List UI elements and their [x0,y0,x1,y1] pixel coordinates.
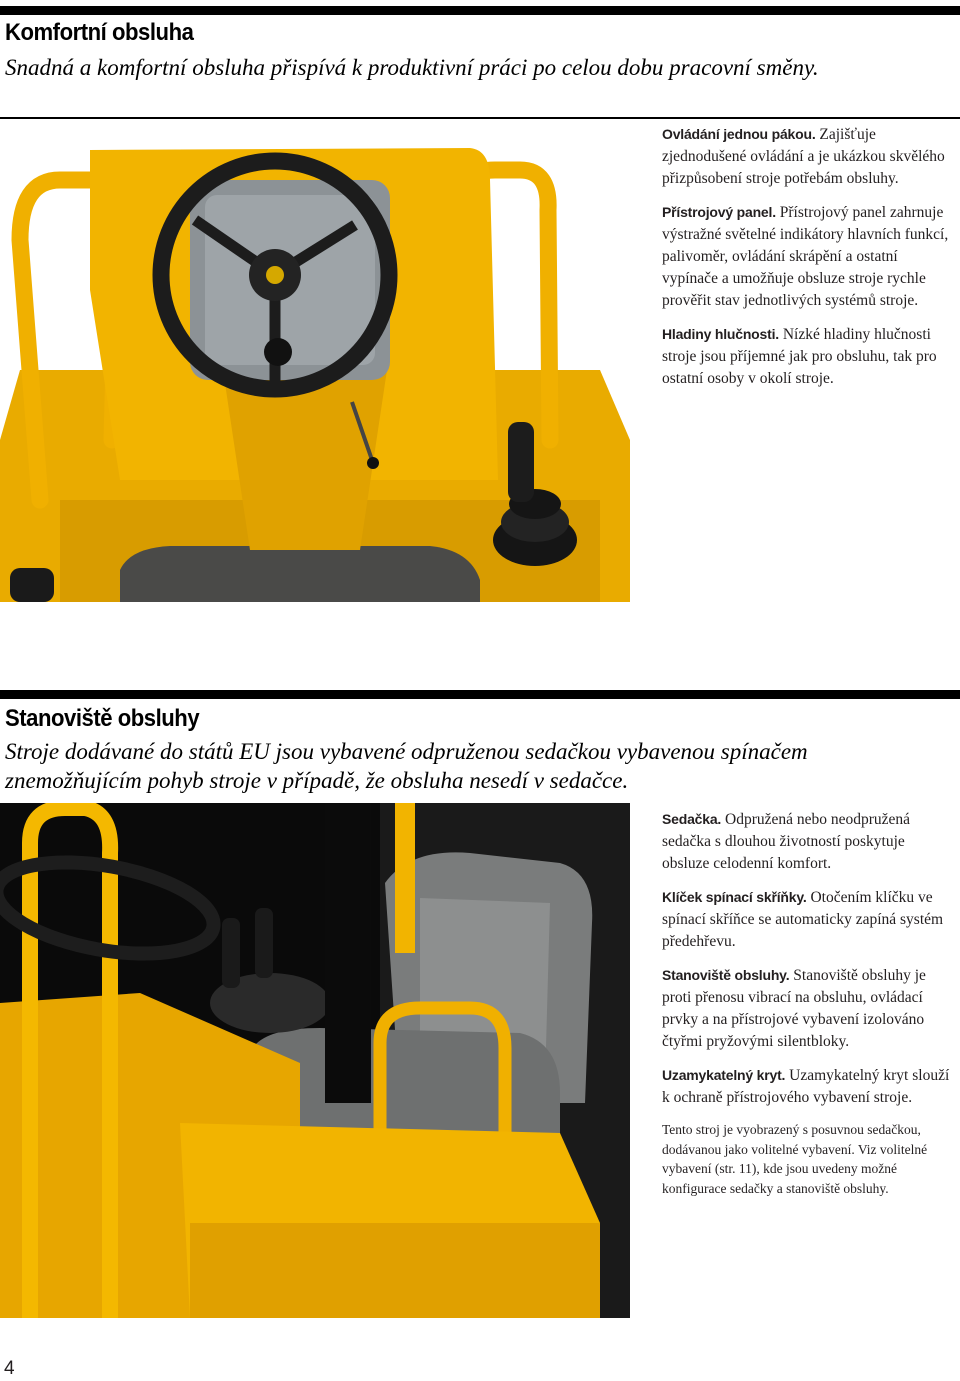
feature-item: Uzamykatelný kryt. Uzamykatelný kryt slouží k ochraně přístrojového vybavení stroje. [662,1067,950,1106]
section2-subtitle: Stroje dodávané do států EU jsou vybavené odpruženou sedačkou vybavenou spínačem znemožňujícím pohyb stroje v případě, že obsluha nesedí v sedačce. [5,739,808,793]
page-number: 4 [4,1358,15,1379]
feature-item: Stanoviště obsluhy. Stanoviště obsluhy je proti přenosu vibrací na obsluhu, ovládací prvky a na přístrojové vybavení izolováno čtyřmi pryžovými silentbloky. [662,967,926,1050]
feature-item: Klíček spínací skříňky. Otočením klíčku ve spínací skříňce se automaticky zapíná systém předehřevu. [662,889,944,950]
top-rule [0,6,960,15]
section1-title: Komfortní obsluha [5,19,194,46]
feature-item: Ovládání jednou pákou. Zajišťuje zjednodušené ovládání a je ukázkou skvělého přizpůsobení stroje potřebám obsluhy. [662,126,945,187]
section1-text-column [662,123,954,401]
feature-item: Sedačka. Odpružená nebo neodpružená sedačka s dlouhou životností poskytuje obsluze celodenní komfort. [662,811,911,872]
feature-item: Hladiny hlučnosti. Nízké hladiny hlučnosti stroje jsou příjemné jak pro obsluhu, tak pro ostatní osoby v okolí stroje. [662,326,937,387]
section1-divider [0,117,960,119]
option-note: Tento stroj je vyobrazený s posuvnou sedačkou, dodávanou jako volitelné vybavení. Viz volitelné vybavení (str. 11), kde jsou uvedeny možné konfigurace sedačky a stanoviště obsluhy. [662,1122,928,1196]
section2-text-column [662,808,954,1209]
operator-seat-photo [0,803,630,1318]
section2-top-rule [0,690,960,699]
section2-title: Stanoviště obsluhy [5,705,200,732]
steering-console-photo [0,140,630,602]
feature-item: Přístrojový panel. Přístrojový panel zahrnuje výstražné světelné indikátory hlavních funkcí, palivoměr, ovládání skrápění a ostatní vypínače a umožňuje obsluze stroje rychle prověřit stav jednotlivých systémů stroje. [662,204,949,309]
section1-subtitle: Snadná a komfortní obsluha přispívá k produktivní práci po celou dobu pracovní směny. [5,55,819,80]
